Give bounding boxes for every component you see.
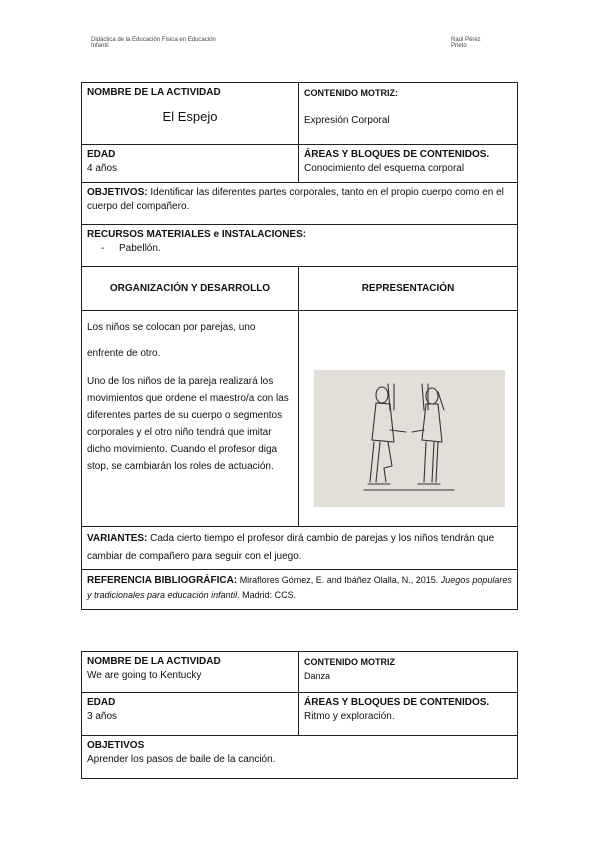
- header-author-line1: Raúl Pérez: [451, 37, 481, 43]
- variants-text: Cada cierto tiempo el profesor dirá cambio de parejas y los niños tendrán que cambiar de compañero para seguir con el juego.: [87, 533, 495, 562]
- motor-content-value: Expresión Corporal: [304, 115, 390, 126]
- motor-content-label: CONTENIDO MOTRIZ:: [304, 88, 398, 98]
- activity2-name-label: NOMBRE DE LA ACTIVIDAD: [87, 656, 221, 667]
- activity2-motor-content-cell: [299, 652, 518, 693]
- bibliography-cell: [82, 570, 518, 610]
- age-label: EDAD: [87, 149, 116, 160]
- areas-value: Conocimiento del esquema corporal: [304, 163, 465, 174]
- activity-name-value: El Espejo: [162, 109, 218, 124]
- motor-content-cell: [299, 83, 518, 145]
- activity-name-cell: [82, 83, 299, 145]
- bibliography-end: . Madrid: CCS.: [237, 590, 297, 600]
- representation-header: REPRESENTACIÓN: [299, 267, 518, 311]
- variants-label: VARIANTES:: [87, 533, 148, 544]
- description-p3: Uno de los niños de la pareja realizará los movimientos que ordene el maestro/a con las diferentes partes de su cuerpo o segmentos corporales y el otro niño tendrá que imitar dicho movimiento. Cuando el profesor diga stop, se cambiarán los roles de actuación.: [87, 376, 289, 472]
- areas-label: ÁREAS Y BLOQUES DE CONTENIDOS.: [304, 149, 490, 160]
- activity2-areas-cell: [299, 693, 518, 736]
- mirror-exercise-illustration: [314, 370, 505, 507]
- activity2-motor-content-value: Danza: [304, 671, 331, 681]
- description-cell: [82, 311, 299, 527]
- organization-header: ORGANIZACIÓN Y DESARROLLO: [82, 267, 299, 311]
- header-course-line2: Infantil: [91, 43, 109, 49]
- activity2-objectives-cell: [82, 736, 518, 779]
- children-drawing-icon: [314, 370, 505, 507]
- resources-label: RECURSOS MATERIALES e INSTALACIONES:: [87, 229, 307, 240]
- bibliography-label: REFERENCIA BIBLIOGRÁFICA:: [87, 575, 238, 586]
- activity2-motor-content-label: CONTENIDO MOTRIZ: [304, 657, 395, 667]
- variants-cell: [82, 527, 518, 570]
- age-value: 4 años: [87, 163, 118, 174]
- activity-card-1: [81, 82, 518, 610]
- activity2-areas-label: ÁREAS Y BLOQUES DE CONTENIDOS.: [304, 697, 490, 708]
- activity2-name-cell: [82, 652, 299, 693]
- activity-name-label: NOMBRE DE LA ACTIVIDAD: [87, 87, 221, 98]
- resources-cell: [82, 225, 518, 267]
- bibliography-text: Miraflores Gómez, E. and Ibáñez Olalla, N., 2015.: [237, 575, 441, 585]
- activity-card-2: [81, 651, 518, 779]
- objectives-label: OBJETIVOS:: [87, 187, 148, 198]
- activity2-name-value: We are going to Kentucky: [87, 670, 202, 681]
- activity2-age-label: EDAD: [87, 697, 116, 708]
- areas-cell: [299, 145, 518, 183]
- description-p2: enfrente de otro.: [87, 348, 161, 359]
- resources-item-text: Pabellón.: [119, 243, 161, 254]
- activity2-objectives-text: Aprender los pasos de baile de la canción.: [87, 754, 276, 765]
- age-cell: [82, 145, 299, 183]
- header-course-line1: Didáctica de la Educación Física en Educación: [91, 37, 216, 43]
- activity2-age-value: 3 años: [87, 711, 118, 722]
- activity2-age-cell: [82, 693, 299, 736]
- document-header-right: [451, 37, 511, 49]
- activity2-objectives-label: OBJETIVOS: [87, 740, 145, 751]
- objectives-text: Identificar las diferentes partes corporales, tanto en el propio cuerpo como en el cuerpo del compañero.: [87, 187, 504, 212]
- activity2-areas-value: Ritmo y exploración.: [304, 711, 395, 722]
- bibliography-title: Juegos populares y tradicionales para educación infantil: [87, 575, 512, 600]
- description-p1: Los niños se colocan por parejas, uno: [87, 322, 256, 333]
- objectives-cell: [82, 183, 518, 225]
- resources-list-item: - Pabellón.: [101, 243, 161, 254]
- header-author-line2: Prieto: [451, 43, 467, 49]
- document-header-left: [91, 37, 271, 49]
